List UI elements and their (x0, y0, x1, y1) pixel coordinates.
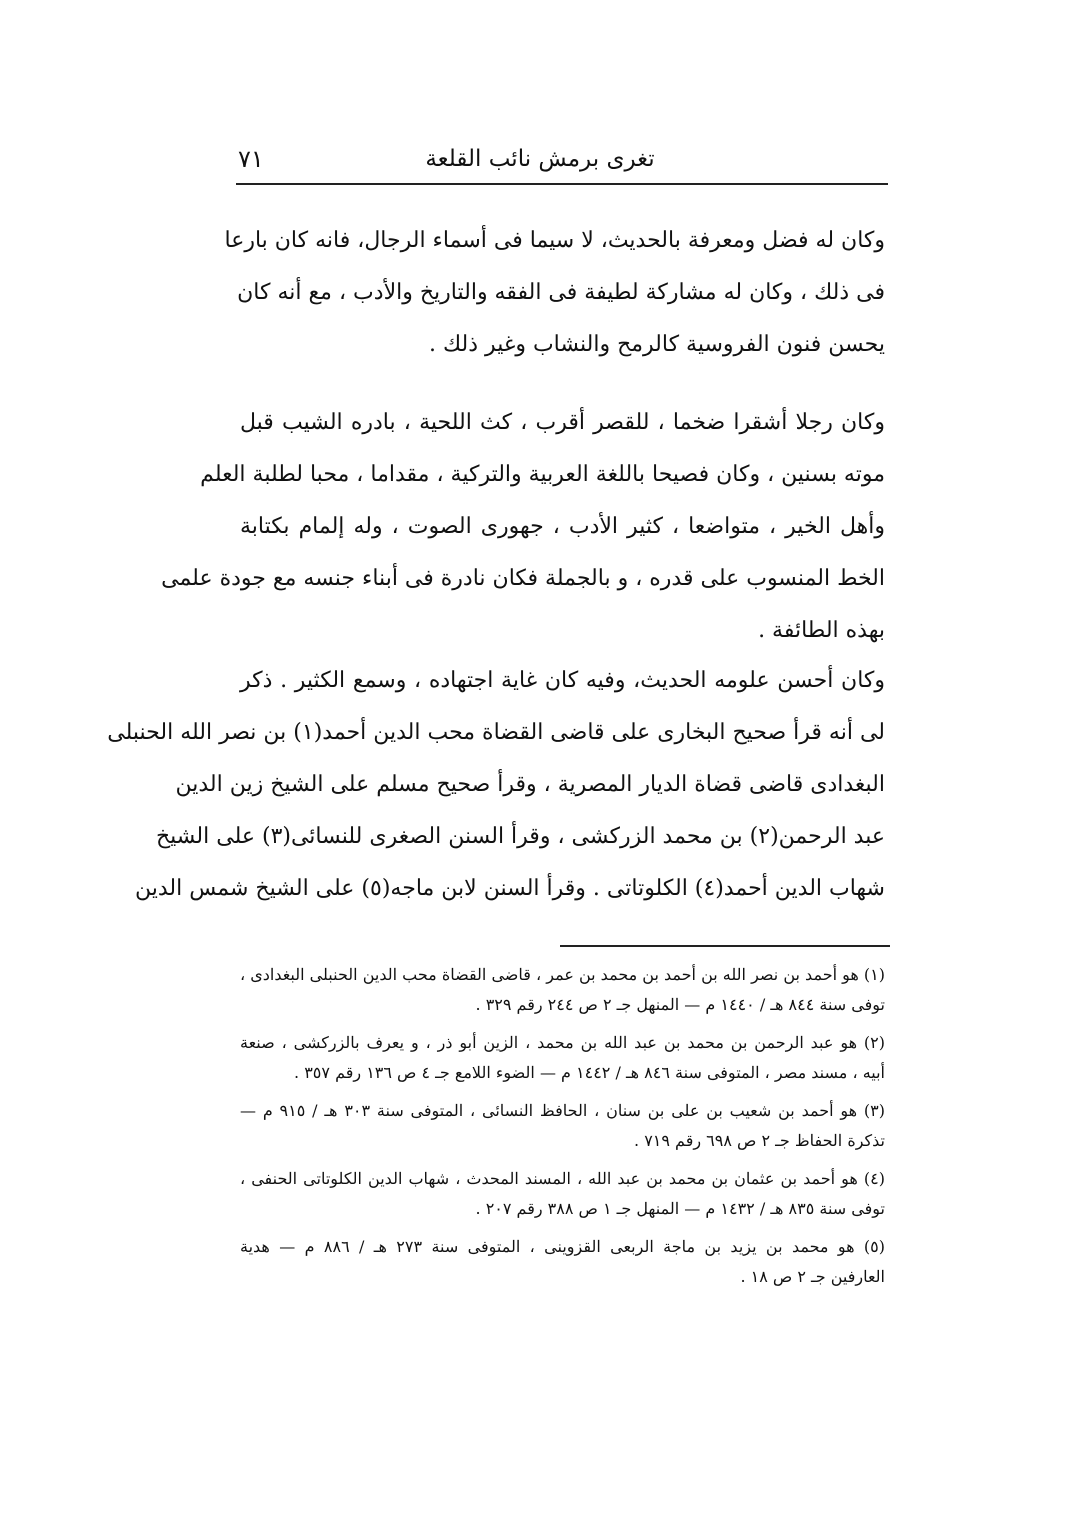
footnote (240, 1096, 885, 1156)
text-line: بهذه الطائفة . (758, 618, 885, 643)
text-line: موته بسنين ، وكان فصيحا باللغة العربية والتركية ، مقداما ، محبا لطلبة العلم (200, 462, 885, 487)
footnote-line: توفى سنة ٨٤٤ هـ / ١٤٤٠ م — المنهل جـ ٢ ص ٢٤٤ رقم ٣٢٩ . (475, 995, 885, 1014)
text-line: يحسن فنون الفروسية كالرمح والنشاب وغير ذلك . (429, 332, 885, 357)
text-line: وكان أحسن علومه الحديث، وفيه كان غاية اجتهاده ، وسمع الكثير . ذكر (240, 668, 885, 693)
text-line: الخط المنسوب على قدره ، و بالجملة فكان نادرة فى أبناء جنسه مع جودة علمى (161, 566, 885, 591)
footnote-line: (٥) هو محمد بن يزيد بن ماجة الربعى القزوينى ، المتوفى سنة ٢٧٣ هـ / ٨٨٦ م — هدية (240, 1237, 886, 1256)
text-line: شهاب الدين أحمد(٤) الكلوتاتى . وقرأ السنن لابن ماجه(٥) على الشيخ شمس الدين (134, 876, 885, 901)
footnote-line: (٢) هو عبد الرحمن بن محمد بن عبد الله بن محمد ، الزين أبو ذر ، و يعرف بالزركشى ، صنعة (240, 1033, 885, 1052)
footnote-rule (560, 945, 890, 947)
text-line: البغدادى قاضى قضاة الديار المصرية ، وقرأ صحيح مسلم على الشيخ زين الدين (175, 772, 885, 797)
footnote (240, 1232, 885, 1292)
text-line: فى ذلك ، وكان له مشاركة لطيفة فى الفقه والتاريخ والأدب ، مع أنه كان (237, 280, 885, 305)
footnote-line: تذكرة الحفاظ جـ ٢ ص ٦٩٨ رقم ٧١٩ . (634, 1131, 885, 1150)
footnotes (240, 960, 885, 1300)
paragraph (161, 397, 885, 657)
footnote-line: (٤) هو أحمد بن عثمان بن محمد بن عبد الله ، المسند المحدث ، شهاب الدين الكلوتاتى الحنفى ، (240, 1169, 886, 1188)
header-rule (236, 183, 888, 185)
footnote-line: توفى سنة ٨٣٥ هـ / ١٤٣٢ م — المنهل جـ ١ ص ٣٨٨ رقم ٢٠٧ . (475, 1199, 885, 1218)
text-line: لى أنه قرأ صحيح البخارى على قاضى القضاة محب الدين أحمد(١) بن نصر الله الحنبلى (107, 720, 885, 745)
paragraph (224, 215, 885, 371)
footnote-line: العارفين جـ ٢ ص ١٨ . (740, 1267, 885, 1286)
text-line: وكان له فضل ومعرفة بالحديث، لا سيما فى أسماء الرجال، فانه كان بارعا (224, 228, 885, 253)
footnote (240, 1164, 885, 1224)
footnote (240, 960, 885, 1020)
text-line: وكان رجلا أشقرا ضخما ، للقصر أقرب ، كث اللحية ، بادره الشيب قبل (240, 410, 885, 435)
text-line: وأهل الخير ، متواضعا ، كثير الأدب ، جهورى الصوت ، وله إلمام بكتابة (240, 514, 885, 539)
footnote-line: (٣) هو أحمد بن شعيب بن على بن سنان ، الحافظ النسائى ، المتوفى سنة ٣٠٣ هـ / ٩١٥ م — (240, 1101, 885, 1120)
footnote-line: (١) هو أحمد بن نصر الله بن أحمد بن محمد بن عمر ، قاضى القضاة محب الدين الحنبلى البغدادى ، (239, 965, 885, 984)
text-line: عبد الرحمن(٢) بن محمد الزركشى ، وقرأ السنن الصغرى للنسائى(٣) على الشيخ (155, 824, 885, 849)
running-title: تغرى برمش نائب القلعة (425, 146, 655, 172)
page-number: ٧١ (238, 145, 264, 173)
footnote-line: أبيه ، مسند مصر ، المتوفى سنة ٨٤٦ هـ / ١٤٤٢ م — الضوء اللامع جـ ٤ ص ١٣٦ رقم ٣٥٧ . (294, 1063, 885, 1082)
footnote (240, 1028, 885, 1088)
paragraph (107, 655, 885, 915)
